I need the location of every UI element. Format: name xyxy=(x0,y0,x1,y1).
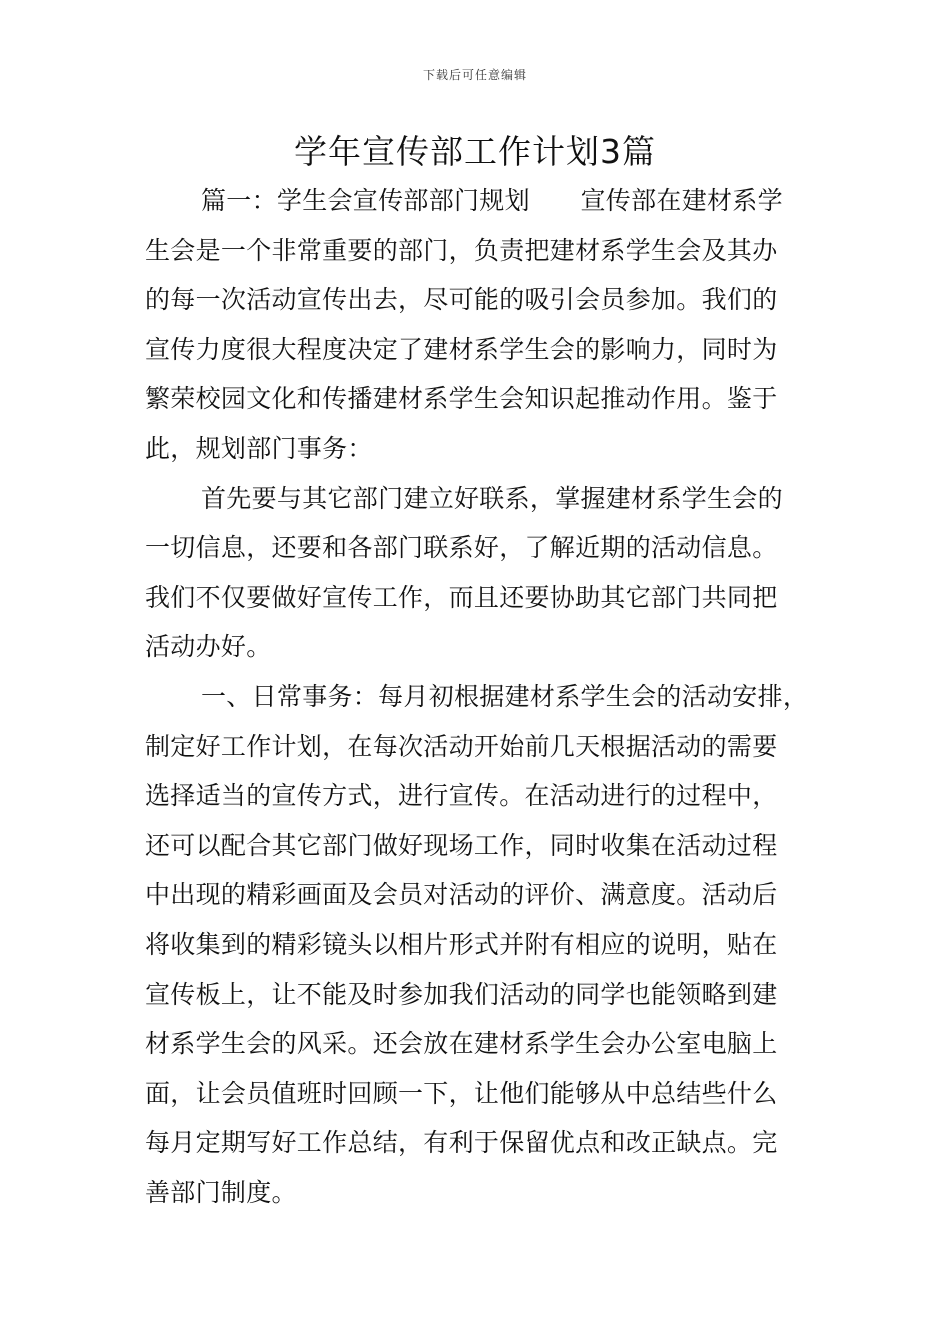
text-line: 选择适当的宣传方式，进行宣传。在活动进行的过程中， xyxy=(145,781,778,811)
text-line: 首先要与其它部门建立好联系，掌握建材系学生会的 xyxy=(201,483,783,513)
document-title: 学年宣传部工作计划3篇 xyxy=(294,132,656,171)
text-line: 一切信息，还要和各部门联系好，了解近期的活动信息。 xyxy=(145,533,778,563)
text-line: 面，让会员值班时回顾一下，让他们能够从中总结些什么 xyxy=(145,1078,778,1108)
text-line: 善部门制度。 xyxy=(145,1177,297,1207)
body-text xyxy=(145,176,809,1217)
text-line: 宣传力度很大程度决定了建材系学生会的影响力，同时为 xyxy=(145,334,778,364)
text-line: 将收集到的精彩镜头以相片形式并附有相应的说明，贴在 xyxy=(145,929,778,959)
text-line: 此，规划部门事务： xyxy=(145,433,373,463)
text-line: 生会是一个非常重要的部门，负责把建材系学生会及其办 xyxy=(145,235,778,265)
text-line: 宣传板上，让不能及时参加我们活动的同学也能领略到建 xyxy=(145,979,778,1009)
text-line: 活动办好。 xyxy=(145,632,272,662)
text-line: 每月定期写好工作总结，有利于保留优点和改正缺点。完 xyxy=(145,1128,778,1158)
text-line: 制定好工作计划，在每次活动开始前几天根据活动的需要 xyxy=(145,731,778,761)
text-line: 一、日常事务：每月初根据建材系学生会的活动安排， xyxy=(201,681,809,711)
text-line: 繁荣校园文化和传播建材系学生会知识起推动作用。鉴于 xyxy=(145,384,778,414)
text-line: 中出现的精彩画面及会员对活动的评价、满意度。活动后 xyxy=(145,880,778,910)
text-line: 我们不仅要做好宣传工作，而且还要协助其它部门共同把 xyxy=(145,582,778,612)
header-note: 下载后可任意编辑 xyxy=(422,68,527,82)
text-line: 篇一：学生会宣传部部门规划 宣传部在建材系学 xyxy=(201,186,783,215)
text-line: 材系学生会的风采。还会放在建材系学生会办公室电脑上 xyxy=(145,1029,778,1059)
text-line: 还可以配合其它部门做好现场工作，同时收集在活动过程 xyxy=(145,830,778,860)
text-line: 的每一次活动宣传出去，尽可能的吸引会员参加。我们的 xyxy=(145,285,778,315)
